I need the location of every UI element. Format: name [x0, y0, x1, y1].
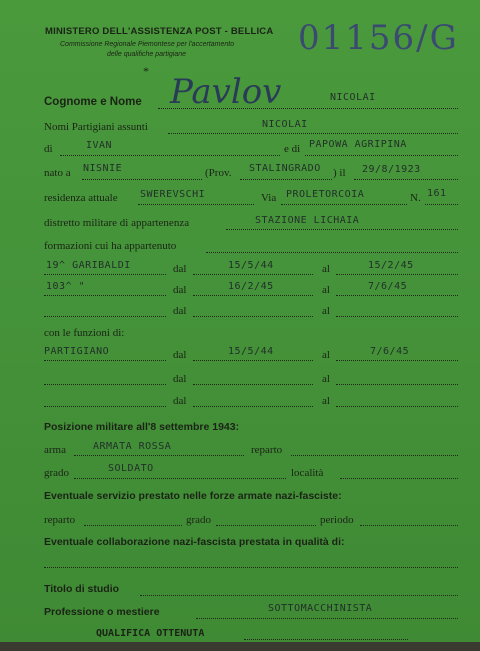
father-value: IVAN — [86, 140, 113, 151]
nato-a-label: nato a — [44, 167, 71, 179]
formazione-to: 7/6/45 — [368, 281, 408, 292]
e-di-label: e di — [284, 143, 301, 155]
dal-label: dal — [173, 305, 187, 317]
first-name-value: NICOLAI — [330, 92, 376, 103]
formazione-to: 15/2/45 — [368, 260, 414, 271]
formazione-from: 16/2/45 — [228, 281, 274, 292]
province-value: STALINGRADO — [249, 163, 321, 174]
professione-label: Professione o mestiere — [44, 606, 160, 618]
periodo-label: periodo — [320, 514, 354, 526]
funzione-to: 7/6/45 — [370, 346, 410, 357]
al-label: al — [322, 305, 330, 317]
prov-label: (Prov. — [205, 167, 232, 179]
titolo-studio-label: Titolo di studio — [44, 583, 120, 595]
file-number: 01156/G — [298, 18, 459, 58]
il-label: ) il — [333, 167, 346, 179]
surname-handwritten: Pavlov — [170, 72, 282, 112]
di-label: di — [44, 143, 53, 155]
dal-label: dal — [173, 284, 187, 296]
via-value: PROLETORCOIA — [286, 189, 365, 200]
reparto-label: reparto — [251, 444, 283, 456]
localita-label: località — [291, 467, 324, 479]
formazione-from: 15/5/44 — [228, 260, 274, 271]
arma-label: arma — [44, 444, 66, 456]
grado-value: SOLDATO — [108, 463, 154, 474]
birthdate-value: 29/8/1923 — [362, 164, 421, 175]
collaborazione-heading: Eventuale collaborazione nazi-fascista prestata in qualità di: — [44, 536, 345, 548]
funzione-from: 15/5/44 — [228, 346, 274, 357]
dal-label: dal — [173, 263, 187, 275]
formazioni-label: formazioni cui ha appartenuto — [44, 240, 177, 252]
formazione-name: 103^ " — [46, 281, 86, 292]
distretto-value: STAZIONE LICHAIA — [255, 215, 360, 226]
dal-label: dal — [173, 373, 187, 385]
numero-value: 161 — [427, 188, 447, 199]
nomi-partigiani-label: Nomi Partigiani assunti — [44, 121, 148, 133]
al-label: al — [322, 349, 330, 361]
posizione-militare-heading: Posizione militare all'8 settembre 1943: — [44, 421, 240, 433]
dal-label: dal — [173, 349, 187, 361]
birthplace-value: NISNIE — [83, 163, 123, 174]
arma-value: ARMATA ROSSA — [93, 441, 172, 452]
al-label: al — [322, 395, 330, 407]
ministry-title: MINISTERO DELL'ASSISTENZA POST - BELLICA — [45, 26, 274, 37]
nomi-partigiani-value: NICOLAI — [262, 119, 308, 130]
star-mark: * — [143, 64, 149, 78]
reparto-label-2: reparto — [44, 514, 76, 526]
professione-value: SOTTOMACCHINISTA — [268, 603, 373, 614]
mother-value: PAPOWA AGRIPINA — [309, 139, 407, 150]
cognome-nome-label: Cognome e Nome — [44, 96, 142, 108]
al-label: al — [322, 284, 330, 296]
al-label: al — [322, 263, 330, 275]
commission-line-2: delle qualifiche partigiane — [107, 51, 186, 58]
funzioni-label: con le funzioni di: — [44, 327, 125, 339]
n-label: N. — [410, 192, 421, 204]
funzione-name: PARTIGIANO — [44, 346, 110, 357]
servizio-nazi-heading: Eventuale servizio prestato nelle forze armate nazi-fasciste: — [44, 490, 342, 502]
grado-label-2: grado — [186, 514, 212, 526]
commission-line-1: Commissione Regionale Piemontese per l'accertamento — [60, 41, 235, 48]
via-label: Via — [261, 192, 277, 204]
qualifica-label: QUALIFICA OTTENUTA — [96, 628, 205, 639]
card-bottom-edge — [0, 642, 480, 651]
residenza-value: SWEREVSCHI — [140, 189, 206, 200]
formazione-name: 19^ GARIBALDI — [46, 260, 131, 271]
al-label: al — [322, 373, 330, 385]
residenza-label: residenza attuale — [44, 192, 118, 204]
distretto-label: distretto militare di appartenenza — [44, 217, 190, 229]
grado-label: grado — [44, 467, 70, 479]
dal-label: dal — [173, 395, 187, 407]
